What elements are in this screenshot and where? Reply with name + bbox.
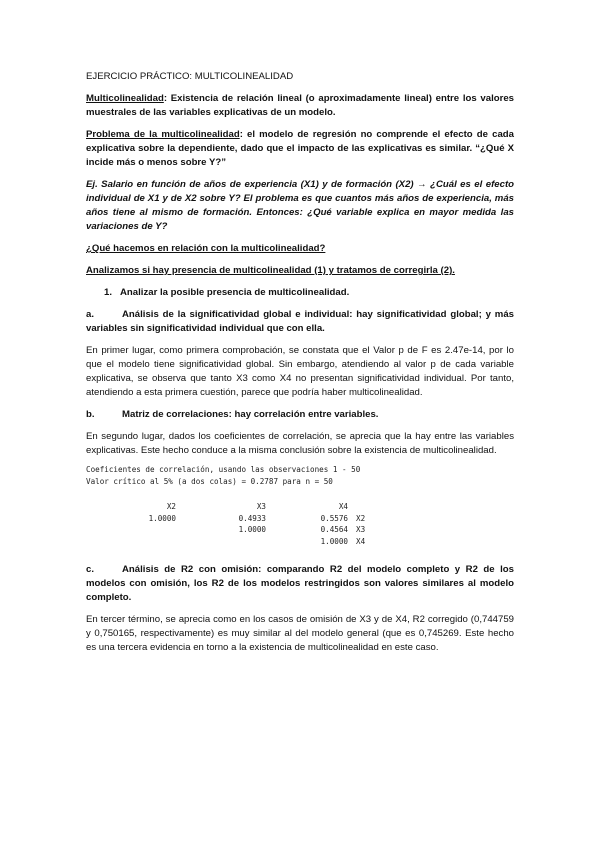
matrix-row [128,524,386,536]
section-b-title: Matriz de correlaciones: hay correlación entre variables. [122,409,379,420]
definition-paragraph [86,92,514,120]
section-c-heading [86,563,514,605]
section-b-heading [86,408,514,422]
matrix-cell: 1.0000 [148,513,176,523]
item-number: 1. [104,287,113,298]
matrix-cell: 0.4933 [238,513,266,523]
matrix-row-label: X3 [356,525,366,534]
matrix-header: X3 [256,502,266,511]
document-content [86,70,514,663]
approach-heading: Analizamos si hay presencia de multicolinealidad (1) y tratamos de corregirla (2). [86,265,455,276]
matrix-cell [128,524,176,536]
question-heading: ¿Qué hacemos en relación con la multicolinealidad? [86,243,326,254]
matrix-header: X2 [166,502,176,511]
definition-text: : Existencia de relación lineal (o aproximadamente lineal) entre los valores muestrales de las variables explicativas de un modelo. [86,93,514,118]
problem-term: Problema de la multicolinealidad [86,129,240,140]
document-title: EJERCICIO PRÁCTICO: MULTICOLINEALIDAD [86,71,294,82]
problem-text: : el modelo de regresión no comprende el efecto de cada explicativa sobre la dependiente, dado que el impacto de las explicativas es similar. “¿Qué X incide más o menos sobre Y?” [86,129,514,168]
matrix-cell: 0.4564 [320,525,348,534]
section-c-body: En tercer término, se aprecia como en los casos de omisión de X3 y de X4, R2 corregido (0,744759 y 0,750165, respectivamente) es muy similar al del modelo general (que es 0,745269. Este hecho es una tercera evidencia en torno a la existencia de multicolinealidad en este caso. [86,614,514,653]
correlation-caption: Coeficientes de correlación, usando las observaciones 1 - 50 [86,465,361,474]
section-b-body: En segundo lugar, dados los coeficientes de correlación, se aprecia que la hay entre las variables explicativas. Este hecho conduce a la misma conclusión sobre la existencia de multicolinealidad. [86,431,514,456]
section-a-heading [86,308,514,336]
section-a-body: En primer lugar, como primera comprobación, se constata que el Valor p de F es 2.47e-14, por lo que el modelo tiene significatividad global. Sin embargo, atendiendo al valor p de cada variable explicativa, se observa que tanto X3 como X4 no presentan significatividad individual. Por tanto, atendiendo a esta primera cuestión, parece que podría haber multicolinealidad. [86,345,514,398]
correlation-output [86,464,514,547]
matrix-cell: 1.0000 [320,536,348,546]
definition-term: Multicolinealidad [86,93,164,104]
section-c-letter: c. [86,564,95,575]
numbered-item-1 [86,286,514,300]
matrix-cell [128,536,176,548]
matrix-header-row [128,501,386,513]
section-b-letter: b. [86,409,95,420]
item-label: Analizar la posible presencia de multicolinealidad. [120,287,350,298]
section-c-title: Análisis de R2 con omisión: comparando R2 del modelo completo y R2 de los modelos con omisión, los R2 de los modelos restringidos son valores similares al modelo completo. [86,564,514,603]
section-a-letter: a. [86,309,95,320]
matrix-cell: 0.5576 [320,513,348,523]
matrix-row-label: X4 [356,536,366,546]
example-paragraph: Ej. Salario en función de años de experiencia (X1) y de formación (X2) → ¿Cuál es el efecto individual de X1 y de X2 sobre Y? El problema es que cuantos más años de experiencia, más años tiene al mismo de formación. Entonces: ¿Qué variable explica en mayor medida las variaciones de Y? [86,179,514,232]
matrix-cell: 1.0000 [238,525,266,534]
matrix-header: X4 [338,502,348,511]
matrix-cell [176,536,266,548]
matrix-row [128,536,386,548]
problem-paragraph [86,128,514,170]
critical-value-line: Valor crítico al 5% (a dos colas) = 0.2787 para n = 50 [86,476,333,486]
section-a-title: Análisis de la significatividad global e individual: hay significatividad global; y más variables sin significatividad individual que con ella. [86,309,514,334]
matrix-row [128,513,386,525]
correlation-matrix [128,501,386,547]
matrix-row-label: X2 [356,513,366,523]
